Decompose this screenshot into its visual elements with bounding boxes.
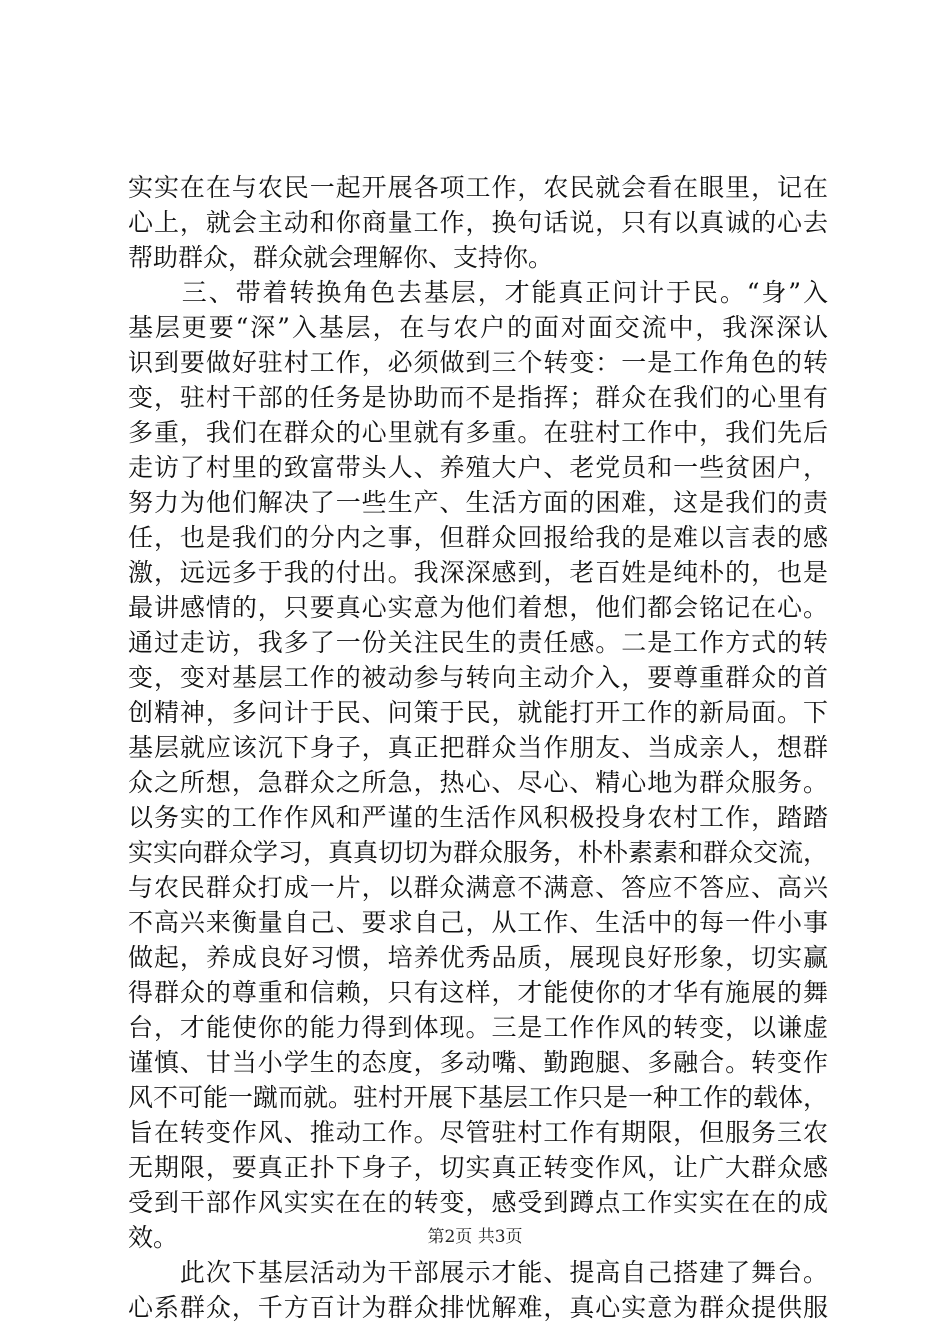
- text-line: 走访了村里的致富带头人、养殖大户、老党员和一些贫困户，: [128, 453, 828, 482]
- text-line: 得群众的尊重和信赖，只有这样，才能使你的才华有施展的舞: [128, 978, 828, 1007]
- text-line: 帮助群众，群众就会理解你、支持你。: [128, 243, 554, 272]
- text-line: 旨在转变作风、推动工作。尽管驻村工作有期限，但服务三农: [128, 1118, 828, 1147]
- text-line: 基层更要“深”入基层，在与农户的面对面交流中，我深深认: [128, 313, 828, 342]
- text-line: 谨慎、甘当小学生的态度，多动嘴、勤跑腿、多融合。转变作: [128, 1048, 828, 1077]
- text-line: 基层就应该沉下身子，真正把群众当作朋友、当成亲人，想群: [128, 733, 828, 762]
- text-line: 实实在在与农民一起开展各项工作，农民就会看在眼里，记在: [128, 173, 828, 202]
- text-line: 以务实的工作作风和严谨的生活作风积极投身农村工作，踏踏: [128, 803, 828, 832]
- text-line: 不高兴来衡量自己、要求自己，从工作、生活中的每一件小事: [128, 908, 828, 937]
- text-line: 变，驻村干部的任务是协助而不是指挥；群众在我们的心里有: [128, 383, 828, 412]
- text-line: 多重，我们在群众的心里就有多重。在驻村工作中，我们先后: [128, 418, 828, 447]
- text-line: 三、带着转换角色去基层，才能真正问计于民。“身”入: [128, 278, 828, 307]
- text-line: 变，变对基层工作的被动参与转向主动介入，要尊重群众的首: [128, 663, 828, 692]
- text-line: 心系群众，千方百计为群众排忧解难，真心实意为群众提供服: [128, 1293, 828, 1322]
- text-line: 实实向群众学习，真真切切为群众服务，朴朴素素和群众交流，: [128, 838, 828, 867]
- page-number: 第2页 共3页: [427, 1227, 523, 1247]
- text-line: 做起，养成良好习惯，培养优秀品质，展现良好形象，切实赢: [128, 943, 828, 972]
- text-line: 心上，就会主动和你商量工作，换句话说，只有以真诚的心去: [128, 208, 828, 237]
- text-line: 台，才能使你的能力得到体现。三是工作作风的转变，以谦虚: [128, 1013, 828, 1042]
- document-body: [128, 170, 828, 1325]
- text-line: 与农民群众打成一片，以群众满意不满意、答应不答应、高兴: [128, 873, 828, 902]
- text-line: 最讲感情的，只要真心实意为他们着想，他们都会铭记在心。: [128, 593, 828, 622]
- text-line: 努力为他们解决了一些生产、生活方面的困难，这是我们的责: [128, 488, 828, 517]
- text-line: 效。: [128, 1223, 179, 1252]
- text-line: 创精神，多问计于民、问策于民，就能打开工作的新局面。下: [128, 698, 828, 727]
- text-line: 激，远远多于我的付出。我深深感到，老百姓是纯朴的，也是: [128, 558, 828, 587]
- text-line: 通过走访，我多了一份关注民生的责任感。二是工作方式的转: [128, 628, 828, 657]
- text-line: 众之所想，急群众之所急，热心、尽心、精心地为群众服务。: [128, 768, 828, 797]
- text-line: 识到要做好驻村工作，必须做到三个转变：一是工作角色的转: [128, 348, 828, 377]
- text-line: 任，也是我们的分内之事，但群众回报给我的是难以言表的感: [128, 523, 828, 552]
- text-line: 无期限，要真正扑下身子，切实真正转变作风，让广大群众感: [128, 1153, 828, 1182]
- text-line: 风不可能一蹴而就。驻村开展下基层工作只是一种工作的载体，: [128, 1083, 828, 1112]
- text-line: 此次下基层活动为干部展示才能、提高自己搭建了舞台。: [128, 1258, 828, 1287]
- text-line: 受到干部作风实实在在的转变，感受到蹲点工作实实在在的成: [128, 1188, 828, 1217]
